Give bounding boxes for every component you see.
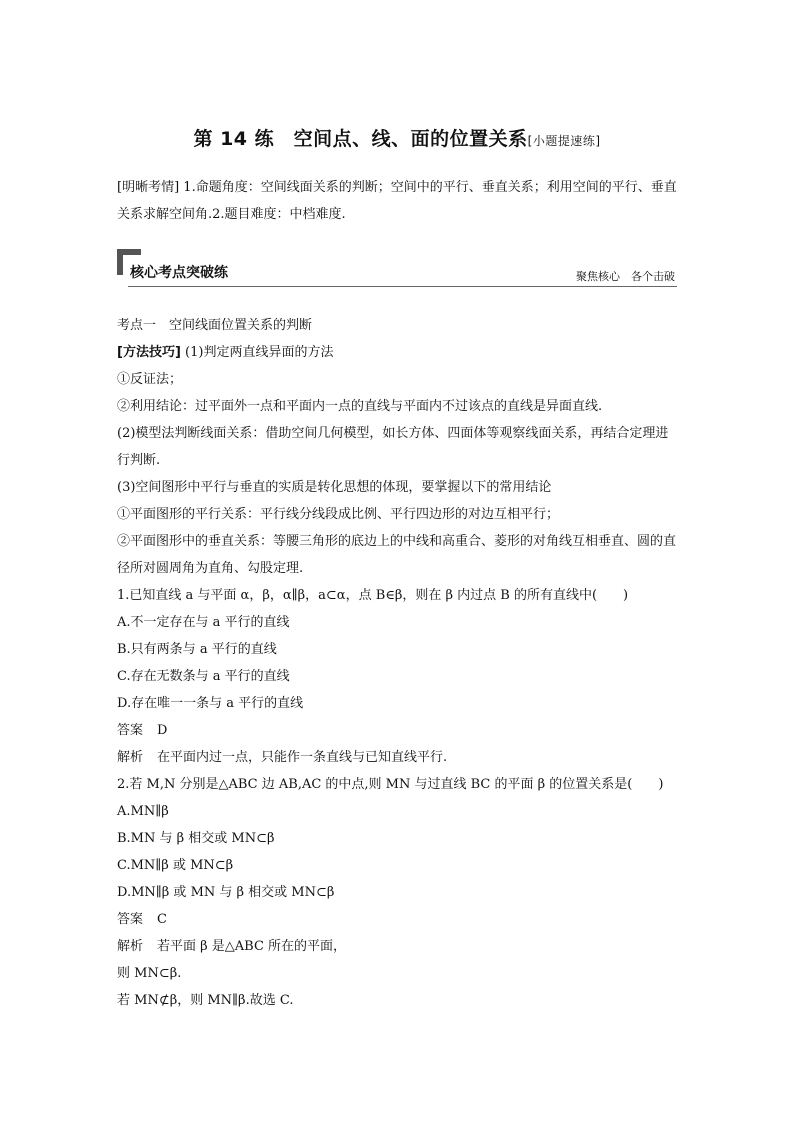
title-tag: [小题提速练]	[527, 134, 601, 148]
question-2-answer: 答案 C	[117, 912, 167, 927]
question-2-analysis: 解析 若平面 β 是△ABC 所在的平面，	[117, 939, 347, 954]
method-line: ①反证法；	[117, 372, 183, 387]
method-line: ②利用结论：过平面外一点和平面内一点的直线与平面内不过该点的直线是异面直线.	[117, 399, 603, 414]
question-2-option-d: D.MN∥β 或 MN 与 β 相交或 MN⊂β	[117, 885, 335, 900]
question-2-option-a: A.MN∥β	[117, 804, 169, 819]
page-title	[0, 124, 794, 151]
method-line: ①平面图形的平行关系：平行线分线段成比例、平行四边形的对边互相平行；	[117, 507, 560, 522]
method-line: (2)模型法判断线面关系：借助空间几何模型，如长方体、四面体等观察线面关系，再结合定理进行判断.	[117, 426, 669, 468]
question-2-analysis-line: 则 MN⊂β.	[117, 966, 182, 981]
method-line: (3)空间图形中平行与垂直的实质是转化思想的体现，要掌握以下的常用结论	[117, 480, 552, 495]
content-body	[117, 312, 679, 1014]
intro-text: 1.命题角度：空间线面关系的判断；空间中的平行、垂直关系；利用空间的平行、垂直关系求解空间角.2.题目难度：中档难度.	[117, 180, 677, 222]
intro-paragraph	[117, 174, 677, 228]
method-line: [方法技巧] (1)判定两直线异面的方法	[117, 345, 334, 360]
question-1-option-b: B.只有两条与 a 平行的直线	[117, 642, 277, 657]
section-header	[117, 249, 677, 287]
question-2-option-b: B.MN 与 β 相交或 MN⊂β	[117, 831, 275, 846]
question-2-stem: 2.若 M,N 分别是△ABC 边 AB,AC 的中点,则 MN 与过直线 BC 的平面 β 的位置关系是( )	[117, 777, 664, 792]
question-2-analysis-line: 若 MN⊄β，则 MN∥β.故选 C.	[117, 993, 294, 1008]
section-subtitle: 聚焦核心 各个击破	[576, 270, 675, 283]
section-divider	[128, 286, 677, 287]
section-title: 核心考点突破练	[130, 265, 228, 281]
intro-label: [明晰考情]	[117, 180, 180, 195]
question-1-stem: 1.已知直线 a 与平面 α，β，α∥β，a⊂α，点 B∈β，则在 β 内过点 B 的所有直线中( )	[117, 588, 629, 603]
method-line: ②平面图形中的垂直关系：等腰三角形的底边上的中线和高重合、菱形的对角线互相垂直、圆的直径所对圆周角为直角、勾股定理.	[117, 534, 677, 576]
question-1-option-d: D.存在唯一一条与 a 平行的直线	[117, 696, 304, 711]
method-label: [方法技巧]	[117, 345, 181, 360]
question-2-option-c: C.MN∥β 或 MN⊂β	[117, 858, 234, 873]
question-1-answer: 答案 D	[117, 723, 168, 738]
question-1-analysis: 解析 在平面内过一点，只能作一条直线与已知直线平行.	[117, 750, 448, 765]
title-main: 第 14 练 空间点、线、面的位置关系	[193, 128, 528, 150]
question-1-option-c: C.存在无数条与 a 平行的直线	[117, 669, 290, 684]
question-1-option-a: A.不一定存在与 a 平行的直线	[117, 615, 290, 630]
topic-heading: 考点一 空间线面位置关系的判断	[117, 318, 313, 333]
